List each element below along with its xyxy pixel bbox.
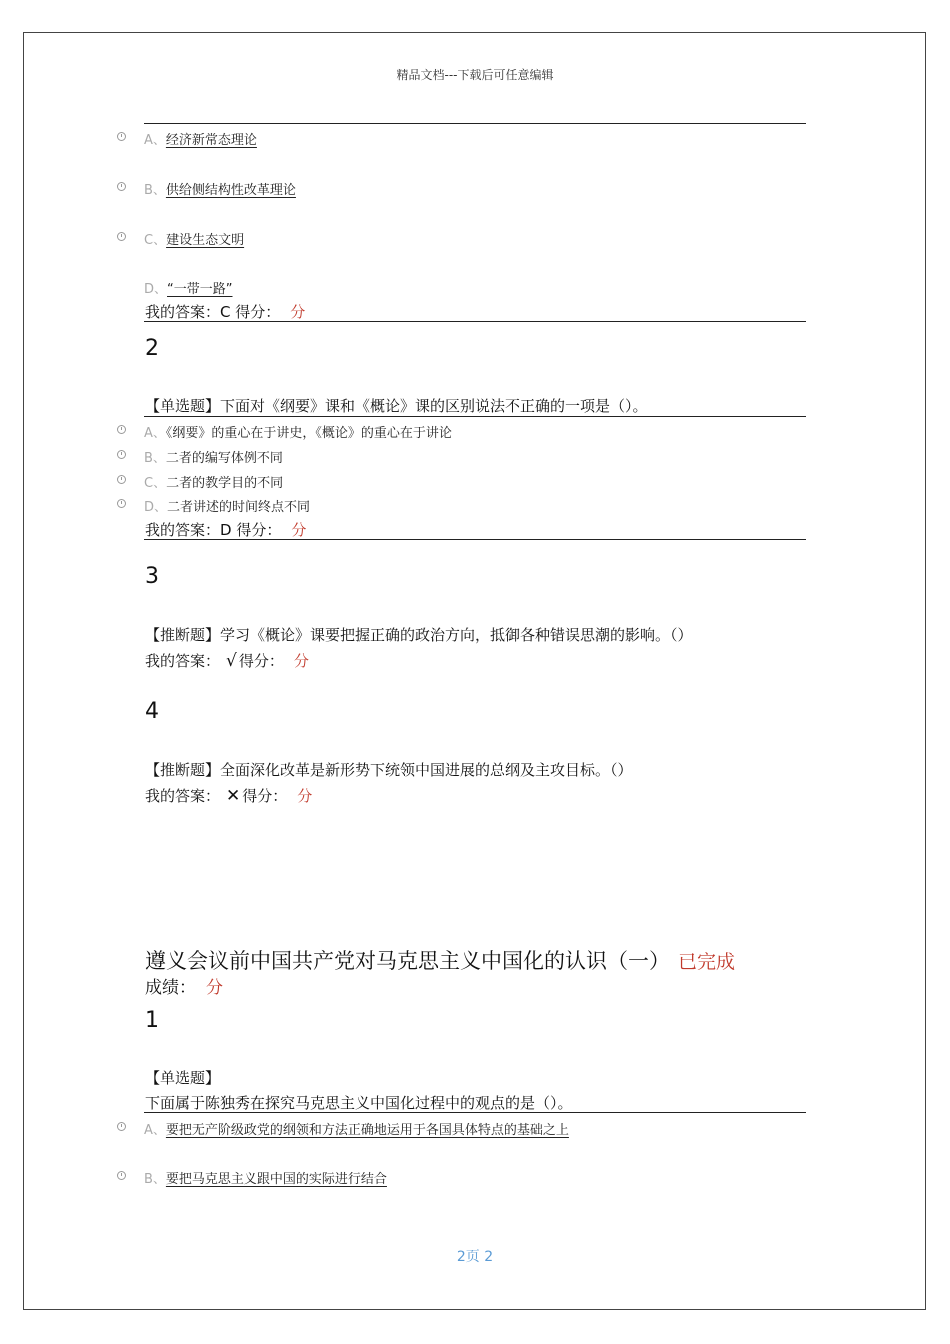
radio-icon[interactable] <box>117 182 126 191</box>
option-c[interactable]: C、二者的教学目的不同 <box>144 476 284 491</box>
score-value: 分 <box>293 652 309 670</box>
option-c[interactable]: C、建设生态文明 <box>144 233 245 248</box>
question-text: 【推断题】学习《概论》课要把握正确的政治方向，抵御各种错误思潮的影响。（） <box>145 626 693 644</box>
question-number: 2 <box>145 336 159 361</box>
score-value: 分 <box>297 787 313 805</box>
question-number: 1 <box>145 1008 159 1033</box>
radio-icon[interactable] <box>117 425 126 434</box>
grade-value: 分 <box>206 978 223 998</box>
my-answer: 我的答案： ✕ 得分： 分 <box>145 786 313 806</box>
status-badge: 已完成 <box>678 951 736 973</box>
option-d[interactable]: D、“一带一路” <box>144 282 233 297</box>
divider <box>144 539 806 540</box>
option-b[interactable]: B、要把马克思主义跟中国的实际进行结合 <box>144 1172 387 1187</box>
question-text: 下面属于陈独秀在探究马克思主义中国化过程中的观点的是（）。 <box>145 1094 573 1112</box>
section-grade: 成绩： 分 <box>145 978 223 998</box>
radio-icon[interactable] <box>117 450 126 459</box>
divider <box>144 123 806 124</box>
page-header: 精品文档---下载后可任意编辑 <box>396 68 554 82</box>
option-b[interactable]: B、二者的编写体例不同 <box>144 451 283 466</box>
option-b[interactable]: B、供给侧结构性改革理论 <box>144 183 296 198</box>
option-a[interactable]: A、要把无产阶级政党的纲领和方法正确地运用于各国具体特点的基础之上 <box>144 1123 569 1138</box>
question-number: 3 <box>145 564 159 589</box>
question-text: 【推断题】全面深化改革是新形势下统领中国进展的总纲及主攻目标。（） <box>145 761 633 779</box>
divider <box>144 416 806 417</box>
radio-icon[interactable] <box>117 132 126 141</box>
my-answer: 我的答案：C 得分： 分 <box>145 303 306 321</box>
cross-mark-icon: ✕ <box>226 786 241 806</box>
my-answer: 我的答案：D 得分： 分 <box>145 521 307 539</box>
radio-icon[interactable] <box>117 232 126 241</box>
divider <box>144 321 806 322</box>
question-text: 【单选题】下面对《纲要》课和《概论》课的区别说法不正确的一项是（）。 <box>145 397 648 415</box>
my-answer: 我的答案： √ 得分： 分 <box>145 651 309 671</box>
section-title: 遵义会议前中国共产党对马克思主义中国化的认识（一） 已完成 <box>145 949 736 973</box>
check-mark-icon: √ <box>226 651 237 671</box>
score-value: 分 <box>290 303 306 321</box>
radio-icon[interactable] <box>117 1171 126 1180</box>
page-footer: 2页 2 <box>456 1249 494 1265</box>
option-a[interactable]: A、经济新常态理论 <box>144 133 257 148</box>
score-value: 分 <box>291 521 307 539</box>
radio-icon[interactable] <box>117 1122 126 1131</box>
question-number: 4 <box>145 699 159 724</box>
radio-icon[interactable] <box>117 475 126 484</box>
radio-icon[interactable] <box>117 499 126 508</box>
question-type: 【单选题】 <box>145 1069 221 1087</box>
option-d[interactable]: D、二者讲述的时间终点不同 <box>144 500 311 515</box>
option-a[interactable]: A、《纲要》的重心在于讲史，《概论》的重心在于讲论 <box>144 426 452 441</box>
divider <box>144 1112 806 1113</box>
